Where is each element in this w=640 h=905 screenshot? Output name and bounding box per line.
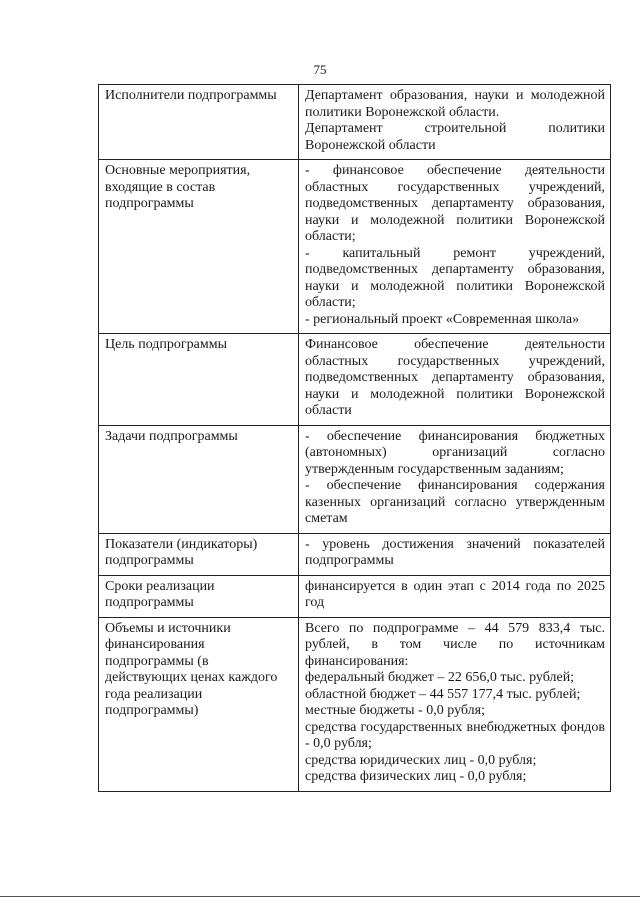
row-label: Задачи подпрограммы	[99, 425, 299, 533]
value-line: Департамент образования, науки и молодежной политики Воронежской области.	[305, 88, 605, 120]
row-label: Объемы и источники финансирования подпрограммы (в действующих ценах каждого года реализации подпрограммы)	[99, 617, 299, 791]
row-label: Сроки реализации подпрограммы	[99, 575, 299, 617]
table-row-indicators	[99, 533, 611, 575]
value-line: средства юридических лиц - 0,0 рубля;	[305, 752, 537, 768]
row-label: Основные мероприятия, входящие в состав подпрограммы	[99, 160, 299, 334]
table-row-goal	[99, 334, 611, 426]
value-line: средства государственных внебюджетных фондов - 0,0 рубля;	[305, 719, 605, 751]
value-line: Финансовое обеспечение деятельности областных государственных учреждений, подведомственных департаменту образования, науки и молодежной политики Воронежской области	[305, 337, 605, 418]
value-line: средства физических лиц - 0,0 рубля;	[305, 769, 527, 784]
row-value	[299, 160, 611, 334]
row-value	[299, 617, 611, 791]
bottom-divider	[0, 896, 640, 897]
row-value	[299, 334, 611, 426]
value-line: Всего по подпрограмме – 44 579 833,4 тыс. рублей, в том числе по источникам финансирования:	[305, 620, 605, 669]
row-value	[299, 575, 611, 617]
page-number: 75	[313, 62, 327, 77]
value-line: - региональный проект «Современная школа»	[305, 311, 580, 327]
row-value	[299, 85, 611, 160]
value-line: Департамент строительной политики Воронежской области	[305, 121, 605, 153]
value-line: - обеспечение финансирования содержания казенных организаций согласно утвержденным сметам	[305, 478, 605, 526]
value-line: федеральный бюджет – 22 656,0 тыс. рублей;	[305, 670, 575, 685]
value-line: областной бюджет – 44 557 177,4 тыс. рублей;	[305, 686, 581, 702]
value-line: - обеспечение финансирования бюджетных (автономных) организаций согласно утвержденным государственным заданиям;	[305, 428, 605, 477]
table-row-funding	[99, 617, 611, 791]
row-label: Исполнители подпрограммы	[99, 85, 299, 160]
value-line: - уровень достижения значений показателей подпрограммы	[305, 536, 605, 568]
value-line: - финансовое обеспечение деятельности областных государственных учреждений, подведомственных департаменту образования, науки и молодежной политики Воронежской области;	[305, 163, 605, 244]
table-row-executors	[99, 85, 611, 160]
table-row-main-activities	[99, 160, 611, 334]
row-value	[299, 425, 611, 533]
subprogram-passport-table	[98, 84, 611, 792]
table-row-tasks	[99, 425, 611, 533]
value-line: местные бюджеты - 0,0 рубля;	[305, 703, 485, 718]
table-row-timeline	[99, 575, 611, 617]
value-line: финансируется в один этап с 2014 года по 2025 год	[305, 578, 605, 610]
row-label: Цель подпрограммы	[99, 334, 299, 426]
value-line: - капитальный ремонт учреждений, подведомственных департаменту образования, науки и молодежной политики Воронежской области;	[305, 245, 605, 310]
row-label: Показатели (индикаторы) подпрограммы	[99, 533, 299, 575]
row-value	[299, 533, 611, 575]
